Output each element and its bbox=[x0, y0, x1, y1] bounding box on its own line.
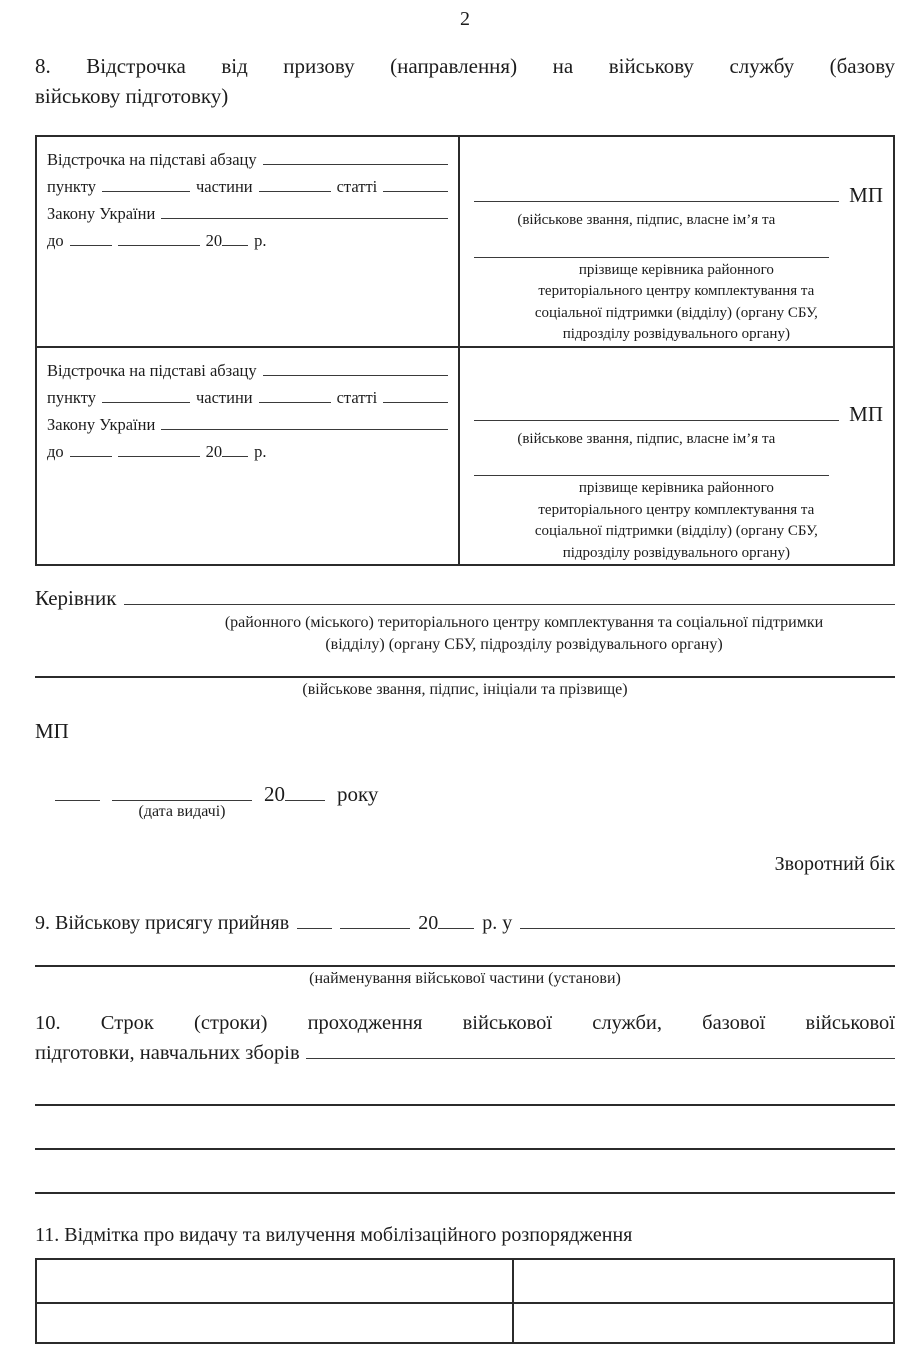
deferral-row2-signature-cell bbox=[459, 347, 894, 566]
kerivnyk-signature-caption: (військове звання, підпис, ініціали та прізвище) bbox=[302, 681, 628, 698]
r-label: р. bbox=[254, 441, 267, 461]
signature-caption-top: (військове звання, підпис, власне ім’я та bbox=[517, 212, 776, 228]
year-prefix: 20 bbox=[205, 441, 223, 461]
chastyna-label: частини bbox=[195, 387, 253, 407]
do-label: до bbox=[47, 231, 64, 250]
field-punkt-blank bbox=[102, 191, 190, 192]
table-row bbox=[36, 1259, 894, 1303]
section9-lead: 9. Військову присягу прийняв bbox=[35, 912, 290, 934]
table-row bbox=[36, 1303, 894, 1343]
issue-date-row bbox=[55, 782, 895, 820]
oath-month-blank bbox=[340, 928, 410, 929]
deferral-table bbox=[35, 135, 895, 566]
unit-name-caption: (найменування військової частини (установи) bbox=[309, 970, 621, 987]
section8-heading-line2: військову підготовку) bbox=[35, 84, 229, 108]
punkt-label: пункту bbox=[47, 177, 96, 196]
section11-heading: 11. Відмітка про видачу та вилучення мобілізаційного розпорядження bbox=[35, 1224, 633, 1246]
deferral-row2-basis-cell bbox=[36, 347, 459, 566]
field-year-blank bbox=[222, 456, 248, 457]
stattia-label: статті bbox=[336, 387, 378, 407]
signature-caption-top: (військове звання, підпис, власне ім’я та bbox=[517, 430, 776, 447]
service-period-blank bbox=[306, 1058, 895, 1059]
surname-blank bbox=[474, 257, 829, 258]
page-number: 2 bbox=[460, 8, 470, 30]
section10-heading-line2: підготовки, навчальних зборів bbox=[35, 1042, 300, 1064]
field-abzac-blank bbox=[263, 164, 448, 165]
kerivnyk-signature-blank bbox=[35, 676, 895, 678]
field-zakon-blank bbox=[161, 429, 447, 430]
kerivnyk-label: Керівник bbox=[35, 586, 117, 610]
mobilization-order-table bbox=[35, 1258, 895, 1344]
chastyna-label: частини bbox=[195, 177, 253, 196]
head-signature-row bbox=[35, 586, 895, 611]
deferral-row1-basis-cell bbox=[36, 136, 459, 347]
do-label: до bbox=[47, 441, 64, 461]
kerivnyk-caption: (районного (міського) територіального центру комплектування та соціальної підтримки (відділу) (органу СБУ, підрозділу розвідувального органу) bbox=[224, 614, 824, 653]
signature-caption-bottom: прізвище керівника районного територіального центру комплектування та соціальної підтримки (відділу) (органу СБУ, підрозділу розвідувального органу) bbox=[534, 261, 818, 342]
field-punkt-blank bbox=[102, 402, 190, 403]
zakon-label: Закону України bbox=[47, 414, 156, 434]
stamp-placeholder: МП bbox=[35, 719, 69, 743]
issue-month-blank bbox=[112, 800, 252, 820]
section8-heading bbox=[35, 51, 895, 111]
unit-name-blank bbox=[35, 965, 895, 967]
r-label: р. bbox=[254, 231, 267, 250]
field-zakon-blank bbox=[161, 218, 447, 219]
field-month-blank bbox=[118, 245, 200, 246]
basis-label: Відстрочка на підставі абзацу bbox=[47, 150, 257, 169]
section8-heading-line1: 8. Відстрочка від призову (направлення) на військову службу (базову bbox=[35, 54, 895, 78]
service-period-line-2 bbox=[35, 1148, 895, 1150]
mobilization-cell-r2c1 bbox=[36, 1303, 513, 1343]
field-day-blank bbox=[70, 245, 112, 246]
reverse-side-label: Зворотний бік bbox=[774, 853, 895, 875]
service-period-line-3 bbox=[35, 1192, 895, 1194]
stamp-placeholder: МП bbox=[849, 183, 883, 207]
section10-heading-line1: 10. Строк (строки) проходження військової служби, базової військової bbox=[35, 1012, 895, 1034]
issue-year-prefix: 20 bbox=[264, 782, 285, 806]
stamp-placeholder: МП bbox=[849, 401, 883, 426]
field-abzac-blank bbox=[263, 375, 448, 376]
field-stattia-blank bbox=[383, 191, 447, 192]
field-stattia-blank bbox=[383, 402, 447, 403]
signature-blank bbox=[474, 420, 839, 421]
mobilization-cell-r2c2 bbox=[513, 1303, 894, 1343]
signature-blank bbox=[474, 201, 839, 202]
oath-day-blank bbox=[297, 928, 332, 929]
deferral-row-1 bbox=[36, 136, 894, 347]
section9-row bbox=[35, 912, 895, 935]
oath-year-prefix: 20 bbox=[418, 912, 439, 934]
mobilization-cell-r1c1 bbox=[36, 1259, 513, 1303]
year-prefix: 20 bbox=[205, 231, 223, 250]
zakon-label: Закону України bbox=[47, 204, 156, 223]
field-chastyna-blank bbox=[259, 402, 331, 403]
service-period-line-1 bbox=[35, 1104, 895, 1106]
issue-date-caption: (дата видачі) bbox=[138, 803, 226, 820]
oath-year-blank bbox=[438, 928, 474, 929]
signature-caption-bottom: прізвище керівника районного територіального центру комплектування та соціальної підтримки (відділу) (органу СБУ, підрозділу розвідувального органу) bbox=[534, 480, 818, 561]
oath-unit-blank bbox=[520, 928, 895, 929]
field-day-blank bbox=[70, 456, 112, 457]
issue-day-blank bbox=[55, 800, 100, 801]
basis-label: Відстрочка на підставі абзацу bbox=[47, 360, 257, 380]
issue-year-word: року bbox=[337, 782, 379, 806]
deferral-row-2 bbox=[36, 347, 894, 566]
deferral-row1-signature-cell bbox=[459, 136, 894, 347]
punkt-label: пункту bbox=[47, 387, 96, 407]
issue-year-blank bbox=[285, 800, 325, 801]
field-chastyna-blank bbox=[259, 191, 331, 192]
kerivnyk-blank bbox=[124, 604, 895, 605]
oath-r-u-label: р. у bbox=[482, 912, 513, 934]
field-month-blank bbox=[118, 456, 200, 457]
surname-blank bbox=[474, 475, 829, 476]
stattia-label: статті bbox=[336, 177, 378, 196]
mobilization-cell-r1c2 bbox=[513, 1259, 894, 1303]
section10-heading bbox=[35, 1008, 895, 1068]
field-year-blank bbox=[222, 245, 248, 246]
